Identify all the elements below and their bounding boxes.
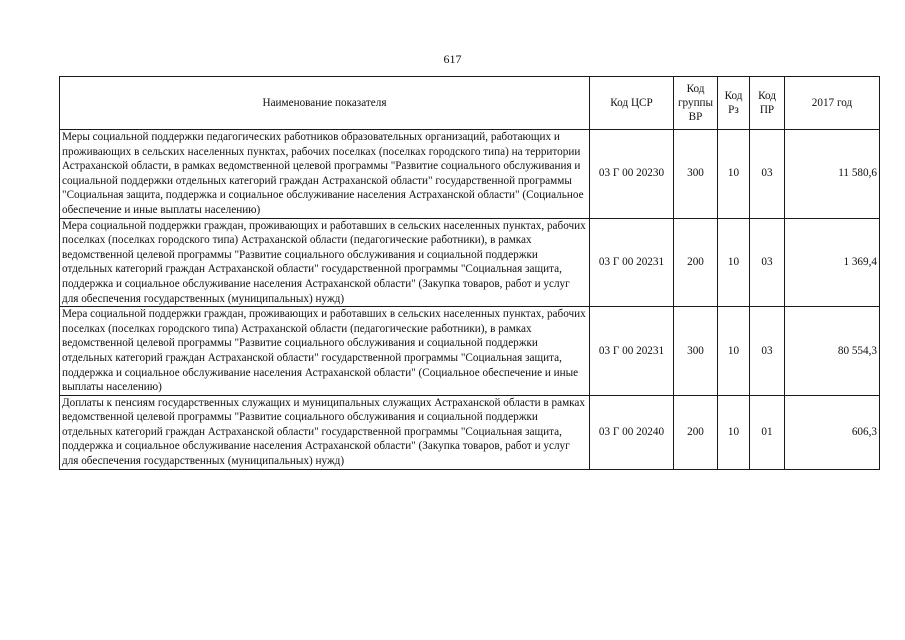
row-csr-cell: 03 Г 00 20231 xyxy=(590,307,674,396)
table-row xyxy=(60,307,880,396)
table-row xyxy=(60,218,880,307)
row-vr-cell: 300 xyxy=(674,130,718,219)
row-name-cell: Мера социальной поддержки граждан, проживающих и работавших в сельских населенных пунктах, рабочих поселках (поселках городского типа) Астраханской области (педагогические работники), в рамках ведомственной целевой программы "Развитие социального обслуживания и социальной поддержки отдельных категорий граждан Астраханской области" государственной программы "Социальная защита, поддержка и социальное обслуживание населения Астраханской области" (Закупка товаров, работ и услуг для обеспечения государственных (муниципальных) нужд) xyxy=(60,218,590,307)
table-header-row xyxy=(60,77,880,130)
header-pr-line1: Код xyxy=(758,90,776,102)
header-rz-line1: Код xyxy=(724,90,743,102)
page-number: 617 xyxy=(443,52,462,66)
header-vr-code xyxy=(674,77,718,130)
header-rz-code xyxy=(718,77,750,130)
header-vr-line3: ВР xyxy=(688,111,703,123)
table-row xyxy=(60,395,880,469)
row-amount-cell: 80 554,3 xyxy=(785,307,880,396)
row-rz-cell: 10 xyxy=(718,218,750,307)
row-vr-cell: 200 xyxy=(674,218,718,307)
row-pr-cell: 03 xyxy=(750,130,785,219)
row-amount-cell: 1 369,4 xyxy=(785,218,880,307)
row-name-cell: Доплаты к пенсиям государственных служащих и муниципальных служащих Астраханской области в рамках ведомственной целевой программы "Развитие социального обслуживания и социальной поддержки отдельных категорий граждан Астраханской области" государственной программы "Социальная защита, поддержка и социальное обслуживание населения Астраханской области" (Закупка товаров, работ и услуг для обеспечения государственных (муниципальных) нужд) xyxy=(60,395,590,469)
row-rz-cell: 10 xyxy=(718,307,750,396)
header-pr-line2: ПР xyxy=(759,104,775,116)
row-csr-cell: 03 Г 00 20231 xyxy=(590,218,674,307)
header-year-amount: 2017 год xyxy=(785,77,880,130)
header-pr-code xyxy=(750,77,785,130)
row-amount-cell: 11 580,6 xyxy=(785,130,880,219)
row-pr-cell: 01 xyxy=(750,395,785,469)
row-name-cell: Мера социальной поддержки граждан, проживающих и работавших в сельских населенных пунктах, рабочих поселках (поселках городского типа) Астраханской области (педагогические работники), в рамках ведомственной целевой программы "Развитие социального обслуживания и социальной поддержки отдельных категорий граждан Астраханской области" государственной программы "Социальная защита, поддержка и социальное обслуживание населения Астраханской области" (Социальное обеспечение и иные выплаты населению) xyxy=(60,307,590,396)
header-rz-line2: Рз xyxy=(728,104,739,116)
row-csr-cell: 03 Г 00 20230 xyxy=(590,130,674,219)
row-rz-cell: 10 xyxy=(718,395,750,469)
row-vr-cell: 300 xyxy=(674,307,718,396)
row-pr-cell: 03 xyxy=(750,218,785,307)
header-vr-line2: группы xyxy=(677,97,714,109)
header-vr-line1: Код xyxy=(686,83,705,95)
row-amount-cell: 606,3 xyxy=(785,395,880,469)
row-vr-cell: 200 xyxy=(674,395,718,469)
row-rz-cell: 10 xyxy=(718,130,750,219)
budget-table xyxy=(59,76,880,470)
table-row xyxy=(60,130,880,219)
header-csr-code: Код ЦСР xyxy=(590,77,674,130)
row-pr-cell: 03 xyxy=(750,307,785,396)
row-csr-cell: 03 Г 00 20240 xyxy=(590,395,674,469)
header-name: Наименование показателя xyxy=(60,77,590,130)
row-name-cell: Меры социальной поддержки педагогических работников образовательных организаций, работающих и проживающих в сельских населенных пунктах, рабочих поселках (поселках городского типа) на территории Астраханской области, в рамках ведомственной целевой программы "Развитие социального обслуживания и социальной поддержки отдельных категорий граждан Астраханской области" государственной программы "Социальная защита, поддержка и социальное обслуживание населения Астраханской области" (Социальное обеспечение и иные выплаты населению) xyxy=(60,130,590,219)
